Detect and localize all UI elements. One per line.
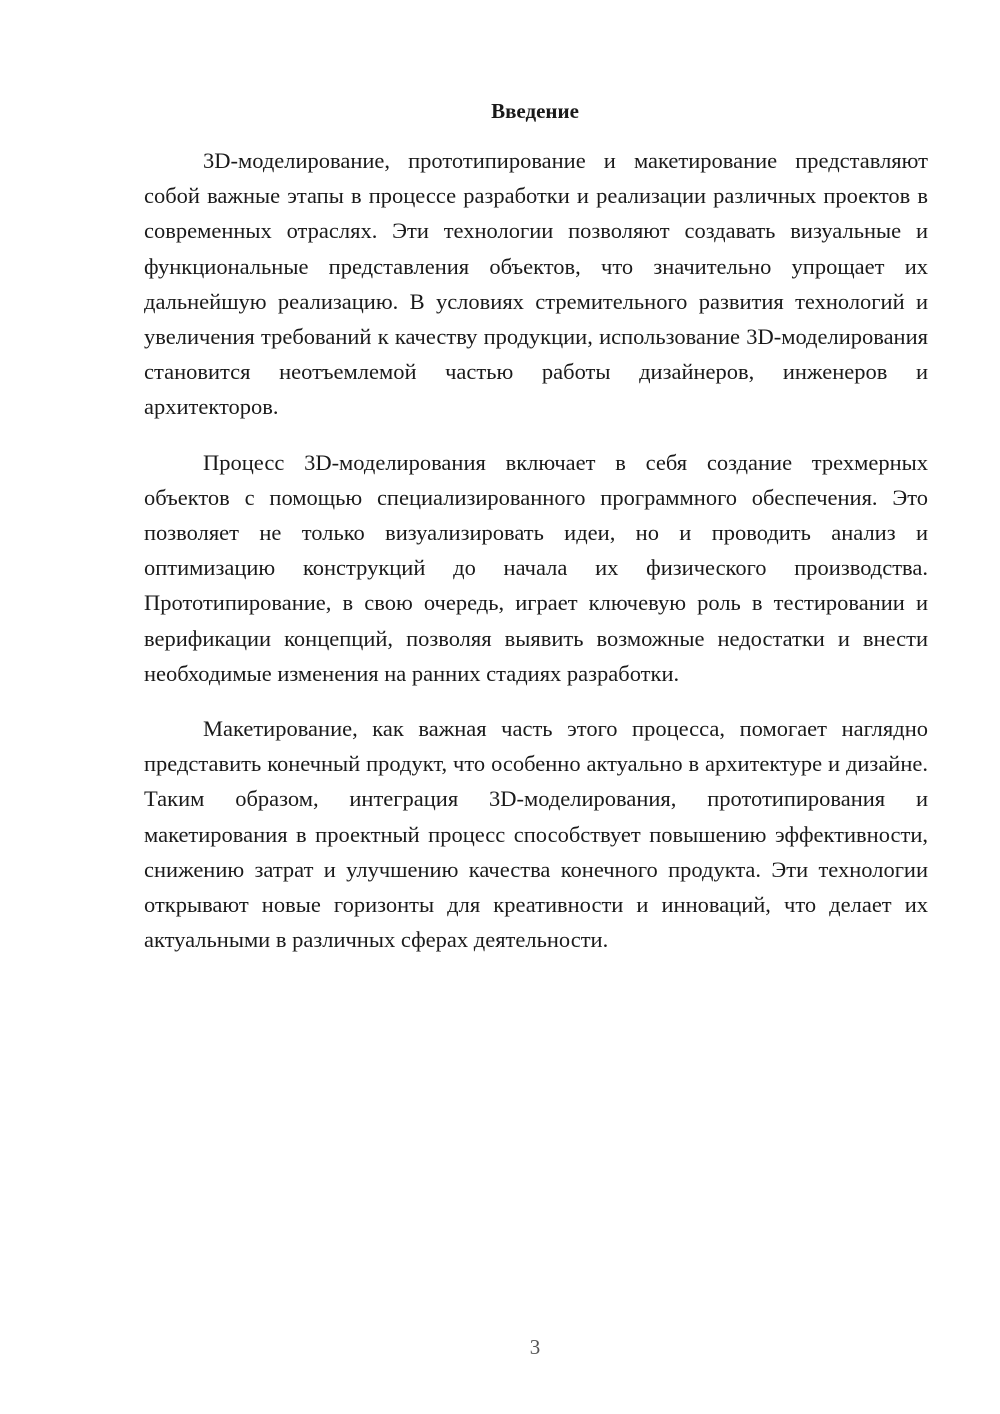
body-text [144,143,928,977]
paragraph: Макетирование, как важная часть этого процесса, помогает наглядно представить конечный продукт, что особенно актуально в архитектуре и дизайне. Таким образом, интеграция 3D-моделирования, прототипирования и макетирования в проектный процесс способствует повышению эффективности, снижению затрат и улучшению качества конечного продукта. Эти технологии открывают новые горизонты для креативности и инноваций, что делает их актуальными в различных сферах деятельности. [144,716,928,953]
page-number: 3 [529,1335,541,1359]
paragraph: 3D-моделирование, прототипирование и макетирование представляют собой важные этапы в процессе разработки и реализации различных проектов в современных отраслях. Эти технологии позволяют создавать визуальные и функциональные представления объектов, что значительно упрощает их дальнейшую реализацию. В условиях стремительного развития технологий и увеличения требований к качеству продукции, использование 3D-моделирования становится неотъемлемой частью работы дизайнеров, инженеров и архитекторов. [144,148,928,420]
paragraph: Процесс 3D-моделирования включает в себя создание трехмерных объектов с помощью специализированного программного обеспечения. Это позволяет не только визуализировать идеи, но и проводить анализ и оптимизацию конструкций до начала их физического производства. Прототипирование, в свою очередь, играет ключевую роль в тестировании и верификации концепций, позволяя выявить возможные недостатки и внести необходимые изменения на ранних стадиях разработки. [144,449,928,686]
section-heading: Введение [491,99,579,123]
